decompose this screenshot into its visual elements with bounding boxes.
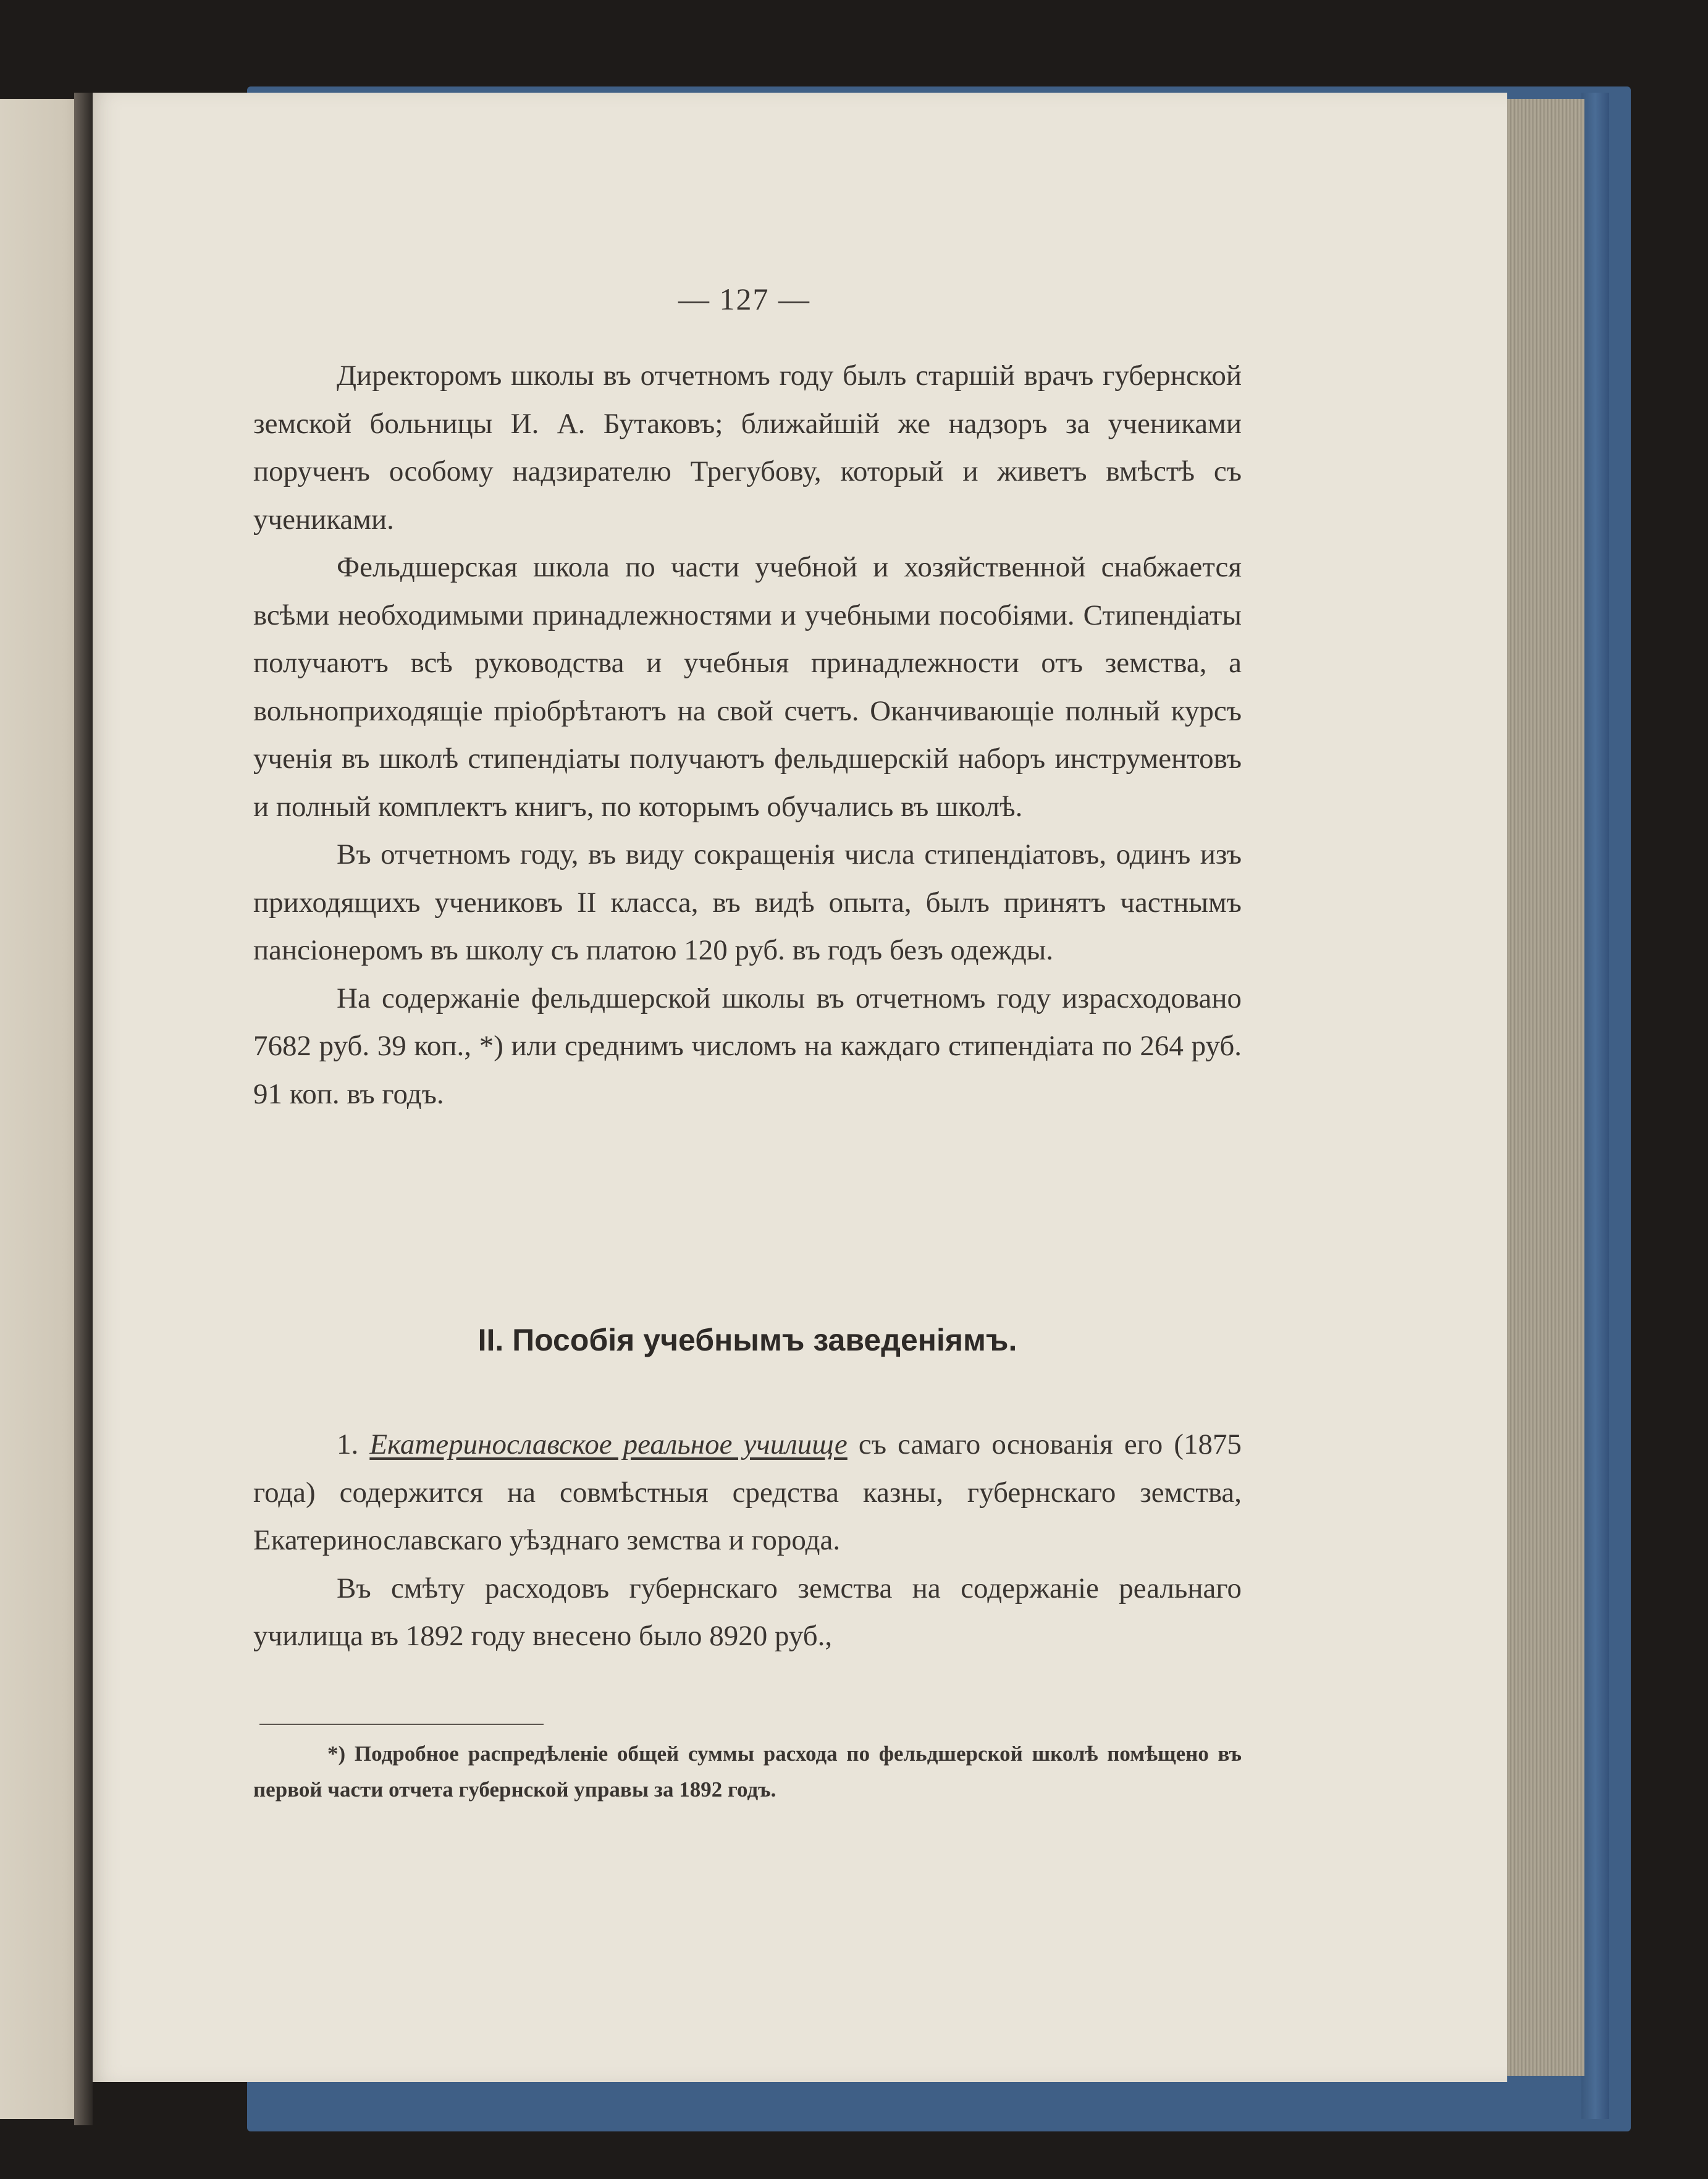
book-spine-edge — [1581, 93, 1609, 2119]
page-number: — 127 — — [678, 282, 810, 316]
footnote-rule — [259, 1724, 544, 1725]
page-block-edges — [1507, 99, 1584, 2076]
section-heading: II. Пособія учебнымъ заведеніямъ. — [477, 1323, 1017, 1357]
footnote — [253, 1736, 1242, 1808]
page-gutter — [74, 93, 93, 2125]
paragraph: Фельдшерская школа по части учебной и хозяйственной снабжается всѣми необходимыми принадлежностями и учебными пособіями. Стипендіаты получаютъ всѣ руководства и учебныя принадлежности отъ земства, а вольноприходящіе пріобрѣтаютъ на свой счетъ. Оканчивающіе полный курсъ ученія въ школѣ стипендіаты получаютъ фельдшерскій наборъ инструментовъ и полный комплектъ книгъ, по которымъ обучались въ школѣ. — [253, 551, 1242, 823]
paragraph — [253, 1421, 1242, 1565]
item-number: 1. — [337, 1428, 359, 1460]
footnote-text: *) Подробное распредѣленіе общей суммы расхода по фельдшерской школѣ помѣщено въ первой части отчета губернской управы за 1892 годъ. — [253, 1742, 1242, 1802]
paragraph: На содержаніе фельдшерской школы въ отчетномъ году израсходовано 7682 руб. 39 коп., *) или среднимъ числомъ на каждаго стипендіата по 264 руб. 91 коп. въ годъ. — [253, 982, 1242, 1110]
body-text — [253, 352, 1242, 1118]
paragraph: Директоромъ школы въ отчетномъ году былъ старшій врачъ губернской земской больницы И. А. Бутаковъ; ближайшій же надзоръ за учениками порученъ особому надзирателю Трегубову, который и живетъ вмѣстѣ съ учениками. — [253, 360, 1242, 536]
item-title: Екатеринославское реальное училище — [369, 1428, 848, 1460]
paragraph: Въ отчетномъ году, въ виду сокращенія числа стипендіатовъ, одинъ изъ приходящихъ учениковъ II класса, въ видѣ опыта, былъ принятъ частнымъ пансіонеромъ въ школу съ платою 120 руб. въ годъ безъ одежды. — [253, 838, 1242, 966]
paragraph: Въ смѣту расходовъ губернскаго земства на содержаніе реальнаго училища въ 1892 году внесено было 8920 руб., — [253, 1572, 1242, 1652]
item-text: съ самаго основанія его (1875 года) содержится на совмѣстныя средства казны, губернскаго земства, Екатеринославскаго уѣзднаго земства и города. — [253, 1428, 1242, 1556]
body-text-section-2 — [253, 1421, 1242, 1661]
